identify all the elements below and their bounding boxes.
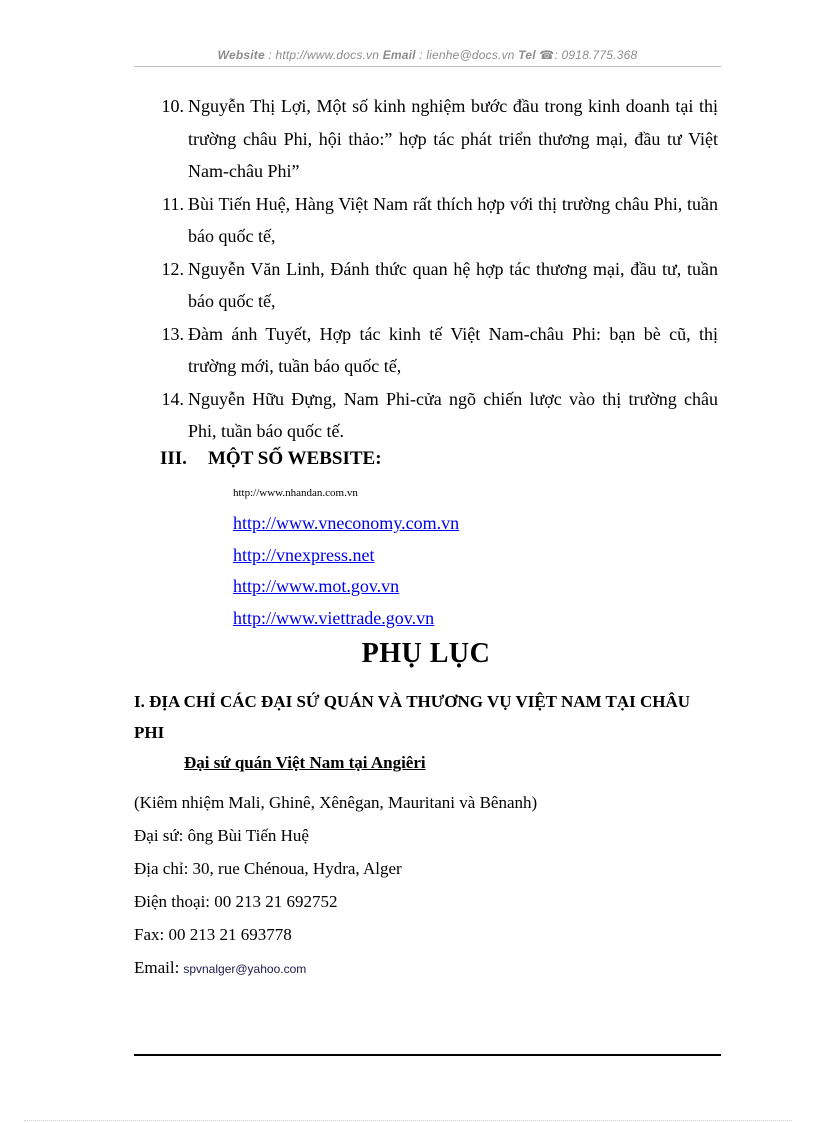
reference-number: 14.	[161, 388, 184, 409]
embassy-email-value: spvnalger@yahoo.com	[183, 962, 307, 976]
phone-icon: ☎	[539, 48, 555, 62]
reference-text: Bùi Tiến Huệ, Hàng Việt Nam rất thích hợp với thị trường châu Phi, tuần báo quốc tế,	[188, 193, 718, 246]
website-link-vneconomy[interactable]: http://www.vneconomy.com.vn	[233, 513, 460, 533]
reference-number: 11.	[162, 193, 184, 214]
reference-item	[134, 383, 718, 448]
page-header	[134, 48, 721, 62]
reference-list	[134, 90, 718, 448]
embassy-concurrent-coverage: (Kiêm nhiệm Mali, Ghinê, Xênêgan, Mauritani và Bênanh)	[134, 793, 538, 812]
reference-item	[134, 188, 718, 253]
page-edge-divider	[24, 1120, 792, 1121]
embassy-phone: Điện thoại: 00 213 21 692752	[134, 892, 338, 911]
reference-text: Nguyễn Văn Linh, Đánh thức quan hệ hợp tác thương mại, đầu tư, tuần báo quốc tế,	[188, 258, 718, 311]
header-divider	[134, 66, 721, 67]
reference-text: Đàm ánh Tuyết, Hợp tác kinh tế Việt Nam-châu Phi: bạn bè cũ, thị trường mới, tuần báo quốc tế,	[188, 323, 718, 376]
reference-number: 10.	[161, 96, 184, 116]
embassy-email-label: Email:	[134, 958, 180, 977]
embassy-ambassador: Đại sứ: ông Bùi Tiến Huệ	[134, 826, 309, 845]
reference-item	[134, 90, 718, 188]
embassy-email-row	[134, 951, 537, 986]
header-email-value: : lienhe@docs.vn	[419, 48, 515, 62]
reference-number: 12.	[161, 258, 184, 279]
header-tel-label: Tel	[518, 48, 536, 62]
reference-text: Nguyễn Hữu Đựng, Nam Phi-cửa ngõ chiến lược vào thị trường châu Phi, tuần báo quốc tế.	[188, 388, 718, 441]
website-link-viettrade[interactable]: http://www.viettrade.gov.vn	[233, 607, 435, 628]
section-heading-websites	[160, 448, 382, 470]
website-text-nhandan: http://www.nhandan.com.vn	[233, 487, 358, 499]
header-email-label: Email	[382, 48, 416, 62]
reference-item	[134, 318, 718, 383]
reference-text: Nguyễn Thị Lợi, Một số kinh nghiệm bước đầu trong kinh doanh tại thị trường châu Phi, hội thảo:” hợp tác phát triển thương mại, đầu tư Việt Nam-châu Phi”	[188, 96, 718, 181]
section-number: III.	[160, 448, 187, 469]
header-tel-value: : 0918.775.368	[554, 48, 638, 62]
section-title: MỘT SỐ WEBSITE:	[208, 448, 382, 469]
reference-number: 13.	[161, 323, 184, 344]
header-website-label: Website	[217, 48, 265, 62]
footer-divider	[134, 1054, 721, 1056]
embassy-address: Địa chỉ: 30, rue Chénoua, Hydra, Alger	[134, 859, 402, 878]
website-link-list	[233, 508, 459, 634]
website-link-vnexpress[interactable]: http://vnexpress.net	[233, 544, 375, 565]
appendix-title: PHỤ LỤC	[361, 638, 491, 669]
appendix-section-heading: I. ĐỊA CHỈ CÁC ĐẠI SỨ QUÁN VÀ THƯƠNG VỤ VIỆT NAM TẠI CHÂU PHI	[134, 692, 691, 742]
website-link-mot[interactable]: http://www.mot.gov.vn	[233, 576, 400, 596]
embassy-name: Đại sứ quán Việt Nam tại Angiêri	[184, 753, 426, 772]
embassy-fax: Fax: 00 213 21 693778	[134, 925, 292, 944]
embassy-info-list	[134, 786, 537, 986]
header-website-value: : http://www.docs.vn	[268, 48, 380, 62]
reference-item	[134, 253, 718, 318]
